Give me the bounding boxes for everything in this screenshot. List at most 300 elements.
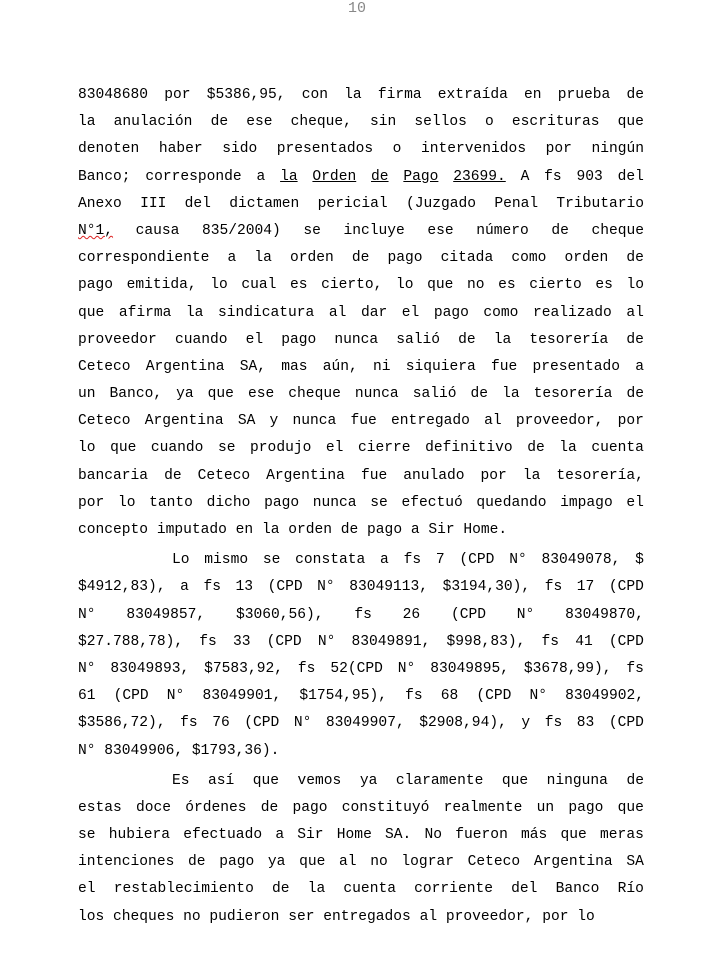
word: Home. <box>463 522 508 538</box>
word: la <box>502 386 520 403</box>
word: 61 <box>78 688 96 705</box>
word: estas <box>78 799 122 816</box>
word: la <box>254 250 272 267</box>
word: 83049870, <box>565 606 644 623</box>
word: Ceteco <box>197 467 251 484</box>
word: citada <box>440 250 494 267</box>
word: ningún <box>591 141 644 158</box>
word: de <box>272 881 290 898</box>
text-line <box>78 517 644 544</box>
word: el <box>325 440 344 457</box>
word: lograr <box>401 854 454 871</box>
word: 903 <box>576 168 603 185</box>
word: del <box>184 195 211 212</box>
word: realmente <box>443 799 523 816</box>
word: (CPD <box>608 715 644 732</box>
word: 41 <box>575 633 593 650</box>
word: $1793,36). <box>191 742 280 759</box>
word: fs <box>354 606 372 623</box>
paragraph <box>78 82 644 544</box>
word: N° <box>516 606 535 623</box>
text-line <box>78 435 644 462</box>
word: Ceteco <box>78 358 131 375</box>
word: de <box>626 250 644 267</box>
word: del <box>617 168 644 185</box>
word: lo <box>626 277 644 294</box>
word: que <box>252 772 280 789</box>
word: $7583,92, <box>204 660 283 677</box>
word: mas <box>281 358 308 375</box>
word: 13 <box>235 579 254 596</box>
word: un <box>536 799 555 816</box>
word: N° <box>397 660 416 677</box>
word: 76 <box>212 715 230 732</box>
word: (CPD <box>450 606 486 623</box>
word: a <box>380 552 389 569</box>
text-line <box>78 738 644 765</box>
word: bancaria <box>78 467 149 484</box>
text-line <box>78 683 644 710</box>
word: o <box>485 114 494 131</box>
word: fs <box>403 552 422 569</box>
word: cierre <box>357 440 411 457</box>
paragraph <box>78 768 644 931</box>
word: salió <box>396 331 441 348</box>
word: nunca <box>334 331 379 348</box>
text-line <box>78 354 644 381</box>
word: impago <box>560 494 613 511</box>
word: fs <box>405 688 423 705</box>
word: que <box>207 386 234 403</box>
text-line <box>78 876 644 903</box>
word: causa <box>135 222 180 239</box>
word: fue <box>490 358 518 375</box>
word: cheques <box>113 908 184 925</box>
word: por <box>164 87 191 103</box>
word: Banco; <box>78 168 131 185</box>
word: anulado <box>403 467 465 484</box>
word: N°1, <box>78 222 114 239</box>
word: el <box>401 304 420 321</box>
word: fue <box>360 467 388 484</box>
word: correspondiente <box>78 250 210 267</box>
word: fs <box>544 168 562 185</box>
word: a <box>410 522 429 538</box>
text-line <box>78 381 644 408</box>
word: cheque <box>591 222 644 239</box>
word: y <box>269 413 279 430</box>
word: la <box>493 331 512 348</box>
word: prueba <box>557 87 611 103</box>
word: pago <box>219 854 255 871</box>
text-line <box>78 300 644 327</box>
word: N° <box>509 552 527 569</box>
word: dar <box>360 304 388 321</box>
word: de <box>260 799 279 816</box>
word: produjo <box>250 440 312 457</box>
word: a <box>256 168 266 185</box>
word: 83049113, <box>349 579 429 596</box>
word: cuando <box>174 331 228 348</box>
word: cheque, <box>290 114 352 131</box>
word: a <box>227 250 237 267</box>
text-line <box>78 574 644 601</box>
word: $2908,94), <box>419 715 507 732</box>
word: o <box>392 141 402 158</box>
word: 83049906, <box>104 742 192 759</box>
word: dicho <box>206 494 251 511</box>
word: incluye <box>343 222 405 239</box>
word: siquiera <box>405 358 476 375</box>
word: intenciones <box>78 854 175 871</box>
word: 52(CPD <box>330 660 383 677</box>
word: los <box>78 908 114 925</box>
word: órdenes <box>185 799 247 816</box>
word: constata <box>295 552 366 569</box>
word: Orden <box>312 168 357 185</box>
word: que <box>78 304 105 321</box>
word: 83 <box>576 715 595 732</box>
word: la <box>280 168 298 185</box>
word: quedando <box>476 494 547 511</box>
word: escrituras <box>511 114 600 131</box>
word: del <box>511 881 538 898</box>
word: al <box>419 908 446 925</box>
word: definitivo <box>425 440 513 457</box>
word: vemos <box>297 772 342 789</box>
word: pago <box>292 799 328 816</box>
text-line <box>78 245 644 272</box>
word: ese <box>427 222 454 239</box>
word: $3060,56), <box>235 606 324 623</box>
text-line <box>78 710 644 737</box>
word: pago <box>568 799 604 816</box>
word: cheque <box>288 386 341 403</box>
word: 83049901, <box>202 688 282 705</box>
text-line <box>78 490 644 517</box>
text-line <box>78 463 644 490</box>
word: Penal <box>494 195 539 212</box>
word: que <box>110 440 137 457</box>
word: sin <box>370 114 397 131</box>
word: (CPD <box>476 688 512 705</box>
word: SA. <box>385 827 412 844</box>
word: 83049891, <box>351 633 431 650</box>
word: Sir <box>428 522 464 538</box>
word: al <box>484 413 502 430</box>
word: $5386,95, <box>206 87 286 103</box>
word: pago <box>78 277 114 294</box>
word: Home <box>336 827 372 844</box>
word: tesorería <box>529 331 609 348</box>
word: nunca <box>354 386 399 403</box>
word: meras <box>600 827 644 844</box>
word: N° <box>78 742 105 759</box>
word: lo <box>396 277 414 294</box>
word: el <box>245 331 264 348</box>
word: ni <box>372 358 391 375</box>
text-line <box>78 164 644 191</box>
word: Banco, <box>109 386 163 403</box>
word: $3586,72), <box>78 715 166 732</box>
word: al <box>339 854 357 871</box>
text-line <box>78 136 644 163</box>
word: (CPD <box>608 633 644 650</box>
word: Anexo <box>78 195 122 212</box>
word: de <box>351 250 370 267</box>
word: No <box>424 827 443 844</box>
word: la <box>522 467 541 484</box>
word: corriente <box>414 881 493 898</box>
word: Lo <box>172 552 190 569</box>
word: a <box>275 827 285 844</box>
word: 17 <box>576 579 595 596</box>
word: Ceteco <box>467 854 521 871</box>
word: lo <box>577 908 595 925</box>
text-line <box>78 904 644 931</box>
word: tesorería, <box>556 467 644 484</box>
word: Tributario <box>556 195 644 212</box>
word: (CPD <box>459 552 495 569</box>
word: hubiera <box>108 827 171 844</box>
word: Banco <box>555 881 600 898</box>
word: pericial <box>317 195 388 212</box>
word: N° <box>78 606 96 623</box>
word: el <box>626 494 644 511</box>
word: afirma <box>118 304 172 321</box>
word: restablecimiento <box>113 881 254 898</box>
word: sellos <box>414 114 467 131</box>
word: lo <box>210 277 228 294</box>
word: 83049902, <box>565 688 644 705</box>
word: pudieron <box>209 908 289 925</box>
word: efectuado <box>183 827 263 844</box>
text-line <box>78 822 644 849</box>
word: en <box>235 522 262 538</box>
word: N° <box>529 688 548 705</box>
word: $3678,99), <box>523 660 612 677</box>
text-line <box>78 327 644 354</box>
word: cuenta <box>343 881 396 898</box>
word: la <box>78 114 96 131</box>
word: de <box>527 440 545 457</box>
word: Ceteco <box>78 413 131 430</box>
word: firma <box>377 87 422 103</box>
word: ninguna <box>546 772 608 789</box>
word: de <box>626 772 644 789</box>
word: doce <box>136 799 172 816</box>
word: no <box>467 277 485 294</box>
word: se <box>217 440 236 457</box>
text-line <box>78 272 644 299</box>
word: 835/2004) <box>201 222 281 239</box>
word: que <box>501 772 529 789</box>
word: orden <box>288 522 341 538</box>
word: se <box>370 494 388 511</box>
word: por <box>480 467 507 484</box>
word: dictamen <box>229 195 300 212</box>
word: pago <box>281 331 317 348</box>
word: mismo <box>204 552 249 569</box>
word: no <box>183 908 210 925</box>
word: es <box>290 277 308 294</box>
word: constituyó <box>341 799 430 816</box>
word: entregado <box>391 413 470 430</box>
word: ese <box>246 114 273 131</box>
word: pago <box>387 250 423 267</box>
word: 83049893, <box>110 660 190 677</box>
word: $998,83), <box>446 633 526 650</box>
word: $27.788,78), <box>78 633 184 650</box>
text-line <box>78 849 644 876</box>
word: 23699. <box>453 168 506 185</box>
text-line <box>78 191 644 218</box>
word: proveedor <box>78 331 157 348</box>
word: N° <box>166 688 185 705</box>
word: 83049907, <box>325 715 405 732</box>
word: proveedor, <box>445 908 543 925</box>
word: como <box>511 250 547 267</box>
word: 83049078, <box>541 552 621 569</box>
word: con <box>301 87 328 103</box>
text-line <box>78 656 644 683</box>
word: 83049895, <box>430 660 510 677</box>
text-line <box>78 795 644 822</box>
word: presentados <box>276 141 374 158</box>
word: sindicatura <box>217 304 315 321</box>
word: lo <box>78 440 96 457</box>
word: ya <box>176 386 194 403</box>
word: fs <box>199 633 217 650</box>
word: $1754,95), <box>299 688 387 705</box>
word: presentado <box>532 358 621 375</box>
word: N° <box>317 579 335 596</box>
word: efectuó <box>401 494 463 511</box>
word: se <box>262 552 281 569</box>
word: corresponde <box>145 168 242 185</box>
word: por <box>78 494 105 511</box>
word: la <box>185 304 204 321</box>
text-line <box>78 547 644 574</box>
word: III <box>140 195 167 212</box>
word: fue <box>350 413 377 430</box>
word: SA <box>237 413 256 430</box>
word: intervenidos <box>420 141 527 158</box>
word: cual <box>241 277 277 294</box>
word: nunca <box>312 494 357 511</box>
word: de <box>164 467 182 484</box>
word: pago <box>433 304 469 321</box>
word: $ <box>635 552 644 569</box>
word: (Juzgado <box>405 195 477 212</box>
word: ya <box>359 772 378 789</box>
word: fs <box>626 660 644 677</box>
word: no <box>370 854 388 871</box>
word: fs <box>544 715 563 732</box>
word: a <box>180 579 189 596</box>
word: que <box>560 827 587 844</box>
word: denoten <box>78 141 140 158</box>
word: que <box>617 114 644 131</box>
word: de <box>458 331 476 348</box>
word: así <box>208 772 235 789</box>
text-line <box>78 82 644 109</box>
word: cuando <box>150 440 204 457</box>
word: se <box>303 222 321 239</box>
word: y <box>521 715 531 732</box>
word: (CPD <box>244 715 280 732</box>
word: de <box>626 331 644 348</box>
word: Argentina <box>145 358 225 375</box>
word: ese <box>247 386 275 403</box>
word: sido <box>222 141 258 158</box>
word: la <box>559 440 577 457</box>
word: de <box>210 114 229 131</box>
text-line <box>78 768 644 795</box>
word: tesorería <box>533 386 613 403</box>
word: es <box>595 277 613 294</box>
word: que <box>427 277 454 294</box>
word: (CPD <box>608 579 644 596</box>
word: por <box>617 413 644 430</box>
word: haber <box>158 141 203 158</box>
word: entregados <box>323 908 420 925</box>
word: fs <box>180 715 198 732</box>
text-line <box>78 408 644 435</box>
word: fueron <box>455 827 508 844</box>
word: se <box>78 827 96 844</box>
word: emitida, <box>126 277 197 294</box>
word: 83049857, <box>126 606 206 623</box>
word: de <box>188 854 206 871</box>
word: orden <box>289 250 334 267</box>
word: concepto <box>78 522 157 538</box>
word: ser <box>288 908 324 925</box>
word: un <box>78 386 96 403</box>
word: claramente <box>395 772 484 789</box>
word: Es <box>172 772 190 789</box>
word: 83048680 <box>78 87 149 103</box>
word: Pago <box>403 168 439 185</box>
word: Sir <box>297 827 324 844</box>
word: 7 <box>435 552 445 569</box>
word: N° <box>293 715 312 732</box>
word: 33 <box>232 633 251 650</box>
word: (CPD <box>266 633 302 650</box>
word: (CPD <box>113 688 149 705</box>
word: SA <box>626 854 644 871</box>
word: pago <box>264 494 300 511</box>
word: 26 <box>402 606 421 623</box>
word: a <box>635 358 644 375</box>
word: fs <box>297 660 316 677</box>
word: de <box>340 522 368 538</box>
word: SA, <box>239 358 267 375</box>
word: cierto <box>529 277 582 294</box>
text-line <box>78 109 644 136</box>
word: que <box>617 799 644 816</box>
word: de <box>626 386 644 403</box>
word: anulación <box>113 114 193 131</box>
word: nunca <box>292 413 337 430</box>
word: 68 <box>440 688 459 705</box>
word: pago <box>367 522 411 538</box>
word: extraída <box>437 87 508 103</box>
word: de <box>626 87 644 103</box>
word: por <box>542 908 578 925</box>
word: número <box>476 222 529 239</box>
word: ya <box>267 854 286 871</box>
